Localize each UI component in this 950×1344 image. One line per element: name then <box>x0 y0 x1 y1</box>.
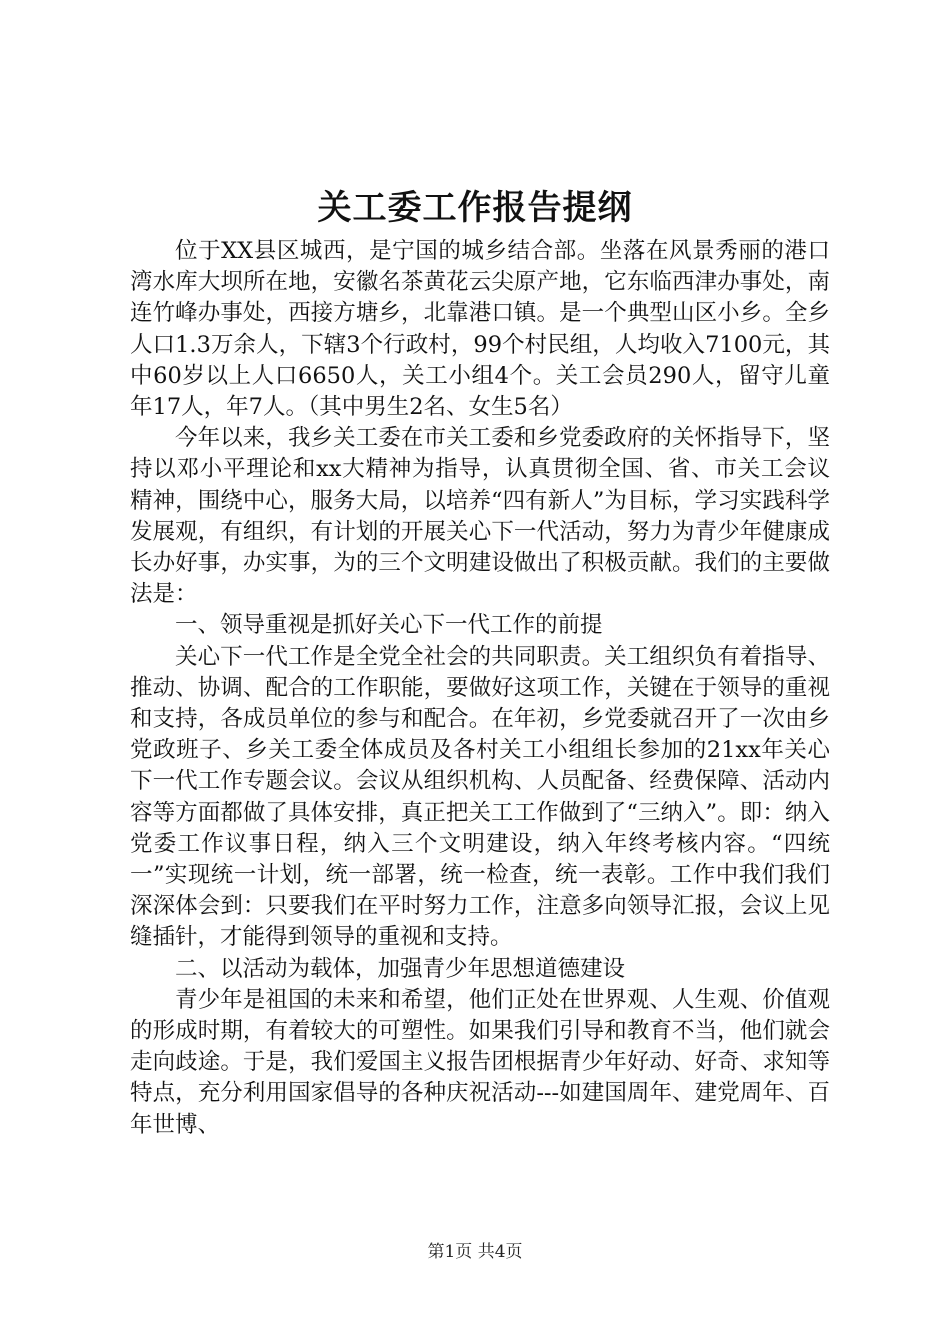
section-heading-2: 二、以活动为载体，加强青少年思想道德建设 <box>175 955 626 982</box>
section-heading-1: 一、领导重视是抓好关心下一代工作的前提 <box>175 612 603 639</box>
paragraph-intro: 位于XX县区城西，是宁国的城乡结合部。坐落在风景秀丽的港口湾水库大坝所在地，安徽名茶黄花云尖原产地，它东临西津办事处，南连竹峰办事处，西接方塘乡，北靠港口镇。是一个典型山区小乡。全乡人口1.3万余人，下辖3个行政村，99个村民组，人均收入7100元，其中60岁以上人口6650人，关工小组4个。关工会员290人，留守儿童年17人，年7人。（其中男生2名、女生5名） <box>130 238 830 421</box>
paragraph-overview: 今年以来，我乡关工委在市关工委和乡党委政府的关怀指导下，坚持以邓小平理论和xx大精神为指导，认真贯彻全国、省、市关工会议精神，围绕中心，服务大局，以培养“四有新人”为目标，学习实践科学发展观，有组织，有计划的开展关心下一代活动，努力为青少年健康成长办好事，办实事，为的三个文明建设做出了积极贡献。我们的主要做法是： <box>130 425 830 608</box>
document-title: 关工委工作报告提纲 <box>317 188 633 228</box>
paragraph-section-2: 青少年是祖国的未来和希望，他们正处在世界观、人生观、价值观的形成时期，有着较大的可塑性。如果我们引导和教育不当，他们就会走向歧途。于是，我们爱国主义报告团根据青少年好动、好奇、求知等特点，充分利用国家倡导的各种庆祝活动---如建国周年、建党周年、百年世博、 <box>130 986 830 1138</box>
paragraph-section-1: 关心下一代工作是全党全社会的共同职责。关工组织负有着指导、推动、协调、配合的工作职能，要做好这项工作，关键在于领导的重视和支持，各成员单位的参与和配合。在年初，乡党委就召开了一次由乡党政班子、乡关工委全体成员及各村关工小组组长参加的21xx年关心下一代工作专题会议。会议从组织机构、人员配备、经费保障、活动内容等方面都做了具体安排，真正把关工工作做到了“三纳入”。即：纳入党委工作议事日程，纳入三个文明建设，纳入年终考核内容。“四统一”实现统一计划，统一部署，统一检查，统一表彰。工作中我们我们深深体会到：只要我们在平时努力工作，注意多向领导汇报，会议上见缝插针，才能得到领导的重视和支持。 <box>130 643 830 951</box>
document-body <box>130 236 830 1141</box>
page-footer: 第1页 共4页 <box>427 1242 523 1262</box>
